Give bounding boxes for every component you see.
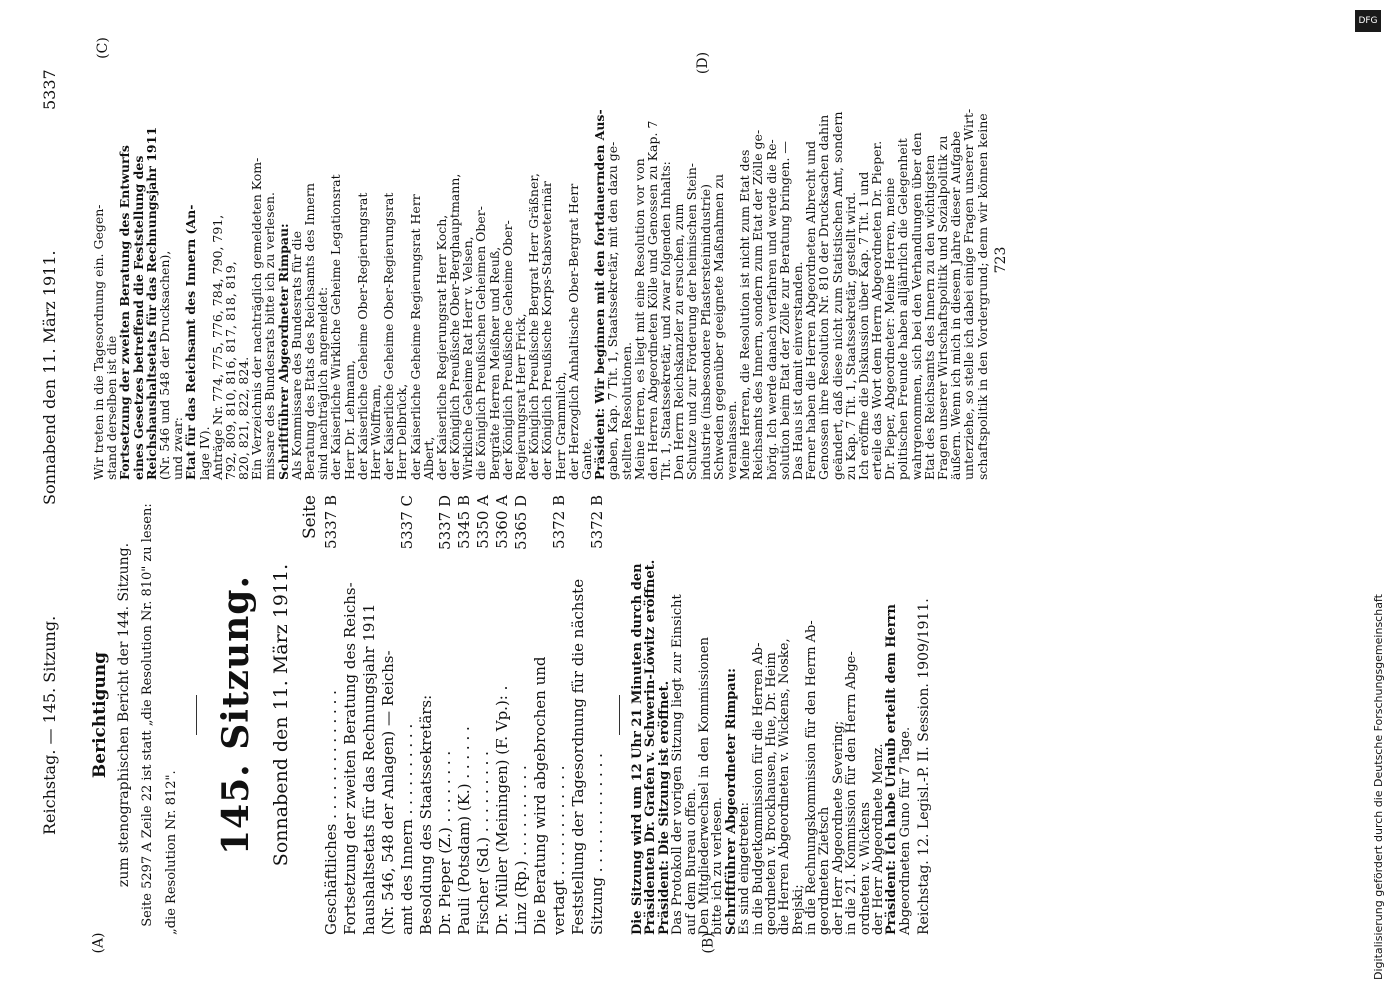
text-line: in die 21. Kommission für den Herrn Abge- bbox=[844, 651, 860, 935]
text-line: der Königlich Preußische Geheime Ober- bbox=[499, 220, 515, 480]
page-number: 5337 bbox=[40, 69, 59, 110]
marker-b: (B) bbox=[700, 932, 717, 954]
toc-seite-label: Seite bbox=[300, 495, 320, 540]
left-column bbox=[88, 495, 936, 935]
text-line: Schweden gegenüber geeignete Maßnahmen zu bbox=[710, 173, 726, 480]
text-line: Präsidenten Dr. Grafen v. Schwerin-Löwitz eröffnet. bbox=[643, 559, 659, 935]
toc-entry-text: Pauli (Potsdam) (K.) . . . . . . bbox=[455, 726, 473, 935]
marker-a: (A) bbox=[90, 932, 107, 954]
text-line: gaben, Kap. 7 Tit. 1, Staatssekretär, mit den dazu ge- bbox=[605, 141, 621, 480]
right-column bbox=[92, 40, 1013, 480]
text-line: industrie (insbesondere Pflastersteinindustrie) bbox=[697, 183, 713, 480]
text-line: Schutze und zur Förderung der heimischen Stein- bbox=[684, 162, 700, 480]
digitization-note: Digitalisierung gefördert durch die Deutsche Forschungsgemeinschaft bbox=[1372, 594, 1385, 980]
text-line: bitte ich zu verlesen. bbox=[710, 796, 726, 935]
toc-entry bbox=[455, 495, 474, 935]
text-line: die Königlich Preußischen Geheimen Ober- bbox=[473, 206, 489, 480]
header-left: Reichstag. — 145. Sitzung. bbox=[40, 615, 59, 835]
text-line: Tit. 1, Staatssekretär, und zwar folgenden Inhalts: bbox=[658, 161, 674, 480]
text-line: Etat für das Reichsamt des Innern (An- bbox=[183, 204, 199, 480]
text-line: Bergräte Herren Meißner und Reuß, bbox=[486, 246, 502, 480]
toc-entry-text: Linz (Rp.) . . . . . . . . . . bbox=[512, 765, 530, 935]
text-line: Ich eröffne die Diskussion über Kap. 7 Tit. 1 und bbox=[855, 171, 871, 480]
footer-left: Reichstag. 12. Legisl.-P. II. Session. 1909/1911. bbox=[916, 598, 933, 935]
toc-entry bbox=[550, 495, 569, 935]
text-line: 820, 821, 822, 824. bbox=[236, 356, 252, 480]
toc-entry bbox=[493, 495, 512, 935]
text-line: Fragen unserer Wirtschaftspolitik und Sozialpolitik zu bbox=[935, 135, 950, 480]
text-line: sind nachträglich angemeldet: bbox=[315, 286, 331, 480]
text-line: der Kaiserliche Geheime Ober-Regierungsrat bbox=[354, 192, 370, 480]
toc-entry-page: 5360 A bbox=[493, 495, 511, 549]
text-line: Schriftführer Abgeordneter Rimpau: bbox=[723, 668, 739, 935]
text-line: Präsident: Ich habe Urlaub erteilt dem Herrn bbox=[884, 604, 900, 935]
text-line: Anträge Nr. 774, 775, 776, 784, 790, 791, bbox=[209, 214, 225, 480]
right-body bbox=[92, 40, 989, 480]
marker-d: (D) bbox=[695, 51, 712, 75]
toc-entry-text: Geschäftliches . . . . . . . . . . . . . . bbox=[322, 690, 340, 935]
text-line: Das Protokoll der vorigen Sitzung liegt zur Einsicht bbox=[670, 594, 686, 935]
toc-entry-page: 5337 D bbox=[436, 495, 454, 550]
toc-entry-text: Besoldung des Staatssekretärs: bbox=[417, 694, 435, 935]
text-line: lage IV). bbox=[196, 426, 212, 480]
text-line: eines Gesetzes betreffend die Feststellung des bbox=[130, 155, 146, 480]
text-line: Meine Herren, die Resolution ist nicht zum Etat des bbox=[737, 149, 753, 480]
toc-entry bbox=[398, 495, 417, 935]
toc-entry-text: amt des Innern . . . . . . . . . . bbox=[398, 723, 416, 935]
text-line: den Herren Abgeordneten Kölle und Genossen zu Kap. 7 bbox=[644, 120, 660, 480]
toc-entry bbox=[436, 495, 455, 935]
toc-entry bbox=[512, 495, 531, 935]
text-line: der Herzoglich Anhaltische Ober-Bergrat Herr bbox=[565, 183, 581, 480]
header-center: Sonnabend den 11. März 1911. bbox=[40, 250, 59, 505]
text-line: Präsident: Die Sitzung ist eröffnet. bbox=[656, 680, 672, 935]
text-line: Gante. bbox=[578, 438, 594, 480]
toc-entry-text: vertagt . . . . . . . . . . . . bbox=[550, 765, 568, 935]
text-line: Brejski; bbox=[790, 884, 806, 935]
dfg-logo: DFG bbox=[1355, 10, 1381, 32]
text-line: geordneten v. Brockhausen, Hue, Dr. Heim bbox=[763, 652, 779, 935]
text-line: Ferner haben die Herren Abgeordneten Albrecht und bbox=[803, 140, 819, 480]
text-line: der Königlich Preußische Bergrat Herr Gräßner, bbox=[526, 173, 542, 480]
text-line: und zwar: bbox=[170, 416, 186, 480]
toc-entry bbox=[360, 495, 379, 935]
text-line: der Königlich Preußische Ober-Berghauptmann, bbox=[447, 173, 463, 480]
correction-line: Seite 5297 A Zeile 22 ist statt „die Resolution Nr. 810" zu lesen: bbox=[140, 503, 155, 927]
text-line: politischen Freunde haben alljährlich die Gelegenheit bbox=[895, 138, 911, 480]
text-line: Wirkliche Geheime Rat Herr v. Velsen, bbox=[460, 236, 476, 480]
text-line: Die Sitzung wird um 12 Uhr 21 Minuten durch den bbox=[630, 563, 645, 935]
toc-entry-page: 5365 D bbox=[512, 495, 530, 550]
text-line: der Kaiserliche Geheime Regierungsrat Herr bbox=[407, 194, 423, 480]
text-line: geändert, daß diese nicht zum Statistischen Amt, sondern bbox=[829, 111, 845, 480]
text-line: unterziehe, so stelle ich dabei einige Fragen unserer Wirt- bbox=[961, 108, 977, 480]
correction-title: Berichtigung bbox=[90, 651, 110, 779]
text-line: 792, 809, 810, 816, 817, 818, 819, bbox=[222, 261, 238, 480]
text-line: veranlassen. bbox=[724, 400, 739, 480]
text-line: Reichsamts des Innern, sondern zum Etat der Zölle ge- bbox=[750, 129, 766, 480]
text-line: Herr Wolffram, bbox=[367, 384, 383, 480]
toc-entry-page: 5372 B bbox=[588, 495, 606, 549]
toc-entry-text: Fischer (Sd.) . . . . . . . . . bbox=[474, 751, 492, 935]
toc-entry bbox=[588, 495, 607, 935]
text-line: zu Kap. 7 Tit. 1, Staatssekretär, gestellt wird. bbox=[842, 191, 858, 480]
text-line: Etat des Reichsamts des Innern zu den wichtigsten bbox=[921, 154, 937, 480]
toc-entry bbox=[322, 495, 341, 935]
toc-entry-text: Die Beratung wird abgebrochen und bbox=[531, 656, 549, 935]
text-line: in die Rechnungskommission für den Herrn Ab- bbox=[804, 620, 820, 935]
text-line: Beratung des Etats des Reichsamts des Innern bbox=[302, 183, 317, 480]
text-line: Herr Grammlich, bbox=[552, 371, 568, 480]
toc-entry bbox=[531, 495, 550, 935]
toc-entry-text: Sitzung . . . . . . . . . . . . . bbox=[588, 753, 606, 935]
text-line: der Herr Abgeordnete Severing; bbox=[830, 720, 846, 935]
text-line: Den Mitgliederwechsel in den Kommissionen bbox=[696, 637, 712, 935]
text-line: geordneten Zietsch bbox=[817, 806, 833, 935]
text-line: Den Herrn Reichskanzler zu ersuchen, zum bbox=[671, 203, 687, 480]
text-line: Schriftführer Abgeordneter Rimpau: bbox=[275, 223, 291, 480]
left-body bbox=[631, 495, 912, 935]
text-line: Das Haus ist damit einverstanden. bbox=[789, 261, 805, 480]
text-line: Wir treten in die Tagesordnung ein. Gegen- bbox=[91, 204, 106, 480]
text-line: Albert, bbox=[420, 436, 436, 480]
toc-entry-page: 5372 B bbox=[550, 495, 568, 549]
toc-entry-text: Feststellung der Tagesordnung für die nächste bbox=[569, 578, 587, 935]
text-line: Genossen ihre Resolution Nr. 810 der Drucksachen dahin bbox=[816, 114, 832, 480]
toc-entry-text: (Nr. 546, 548 der Anlagen) — Reichs- bbox=[379, 650, 397, 935]
text-line: der Kaiserliche Regierungsrat Herr Koch, bbox=[433, 214, 449, 480]
text-line: der Kaiserliche Geheime Ober-Regierungsrat bbox=[381, 192, 397, 480]
text-line: der Herr Abgeordnete Menz. bbox=[871, 743, 887, 935]
footer-number: 723 bbox=[992, 246, 1009, 274]
toc-entry-text: Fortsetzung der zweiten Beratung des Reichs- bbox=[341, 582, 359, 935]
text-line: stand derselben ist die bbox=[104, 335, 120, 480]
text-line: solution beim Etat der Zölle zur Beratung bringen. — bbox=[776, 141, 792, 480]
text-line: der Königlich Preußische Korps-Stabsveterinär bbox=[539, 181, 555, 480]
toc-entry-page: 5345 B bbox=[455, 495, 473, 549]
text-line: Dr. Pieper, Abgeordneter: Meine Herren, meine bbox=[882, 177, 898, 480]
text-line: missare des Bundesrats bitte ich zu verlesen. bbox=[262, 192, 278, 480]
text-line: Meine Herren, es liegt mit eine Resolution vor von bbox=[631, 158, 647, 480]
toc-entry bbox=[569, 495, 588, 935]
text-line: Abgeordneten Guno für 7 Tage. bbox=[897, 726, 913, 935]
text-line: die Herren Abgeordneten v. Wickens, Noske, bbox=[777, 638, 793, 935]
separator bbox=[607, 495, 631, 935]
toc-entry bbox=[417, 495, 436, 935]
table-of-contents bbox=[322, 495, 607, 935]
toc-entry bbox=[474, 495, 493, 935]
text-line: stellten Resolutionen. bbox=[618, 341, 634, 480]
toc-entry-text: haushaltsetats für das Rechnungsjahr 1911 bbox=[360, 603, 378, 935]
text-line: Ein Verzeichnis der nachträglich gemeldeten Kom- bbox=[249, 157, 265, 480]
text-line: Herr Dr. Lehmann, bbox=[341, 360, 357, 480]
text-line: (Nr. 546 und 548 der Drucksachen), bbox=[156, 250, 172, 480]
toc-entry-page: 5337 C bbox=[398, 495, 416, 550]
toc-entry-text: Dr. Müller (Meiningen) (F. Vp.): . bbox=[493, 685, 511, 935]
text-line: der Kaiserliche Wirkliche Geheime Legationsrat bbox=[328, 174, 344, 480]
text-line: Präsident: Wir beginnen mit den fortdauernden Aus- bbox=[592, 109, 608, 480]
toc-entry bbox=[379, 495, 398, 935]
text-line: Fortsetzung der zweiten Beratung des Entwurfs bbox=[117, 145, 133, 480]
toc-entry bbox=[341, 495, 360, 935]
toc-entry-page: 5350 A bbox=[474, 495, 492, 549]
text-line: ordneten v. Wickens bbox=[857, 801, 873, 935]
text-line: in die Budgetkommission für die Herren Ab- bbox=[750, 642, 766, 935]
text-line: Es sind eingetreten: bbox=[737, 802, 753, 935]
correction-line: zum stenographischen Bericht der 144. Sitzung. bbox=[116, 542, 132, 888]
text-line: Reichshaushaltsetats für das Rechnungsjahr 1911 bbox=[143, 126, 159, 480]
correction-line: „die Resolution Nr. 812". bbox=[164, 770, 179, 935]
text-line: hörig. Ich werde danach verfahren und werde die Re- bbox=[763, 139, 779, 480]
text-line: Herr Delbrück, bbox=[394, 383, 410, 480]
text-line: Regierungsrat Herr Frick, bbox=[513, 313, 528, 480]
text-line: erteile das Wort dem Herrn Abgeordneten Dr. Pieper. bbox=[869, 140, 885, 480]
session-date: Sonnabend den 11. März 1911. bbox=[270, 563, 292, 867]
text-line: auf dem Bureau offen. bbox=[683, 788, 699, 935]
text-line: schaftspolitik in den Vordergrund; denn wir können keine bbox=[974, 113, 990, 480]
text-line: wahrgenommen, sich bei den Verhandlungen über den bbox=[908, 132, 924, 480]
session-title: 145. Sitzung. bbox=[215, 575, 257, 856]
marker-c: (C) bbox=[94, 37, 111, 59]
text-line: Als Kommissare des Bundesrats für die bbox=[288, 230, 304, 480]
separator bbox=[184, 495, 208, 935]
text-line: äußern. Wenn ich mich in diesem Jahre dieser Aufgabe bbox=[948, 130, 964, 480]
toc-entry-page: 5337 B bbox=[322, 495, 340, 549]
toc-entry-text: Dr. Pieper (Z.) . . . . . . . . bbox=[436, 750, 454, 935]
